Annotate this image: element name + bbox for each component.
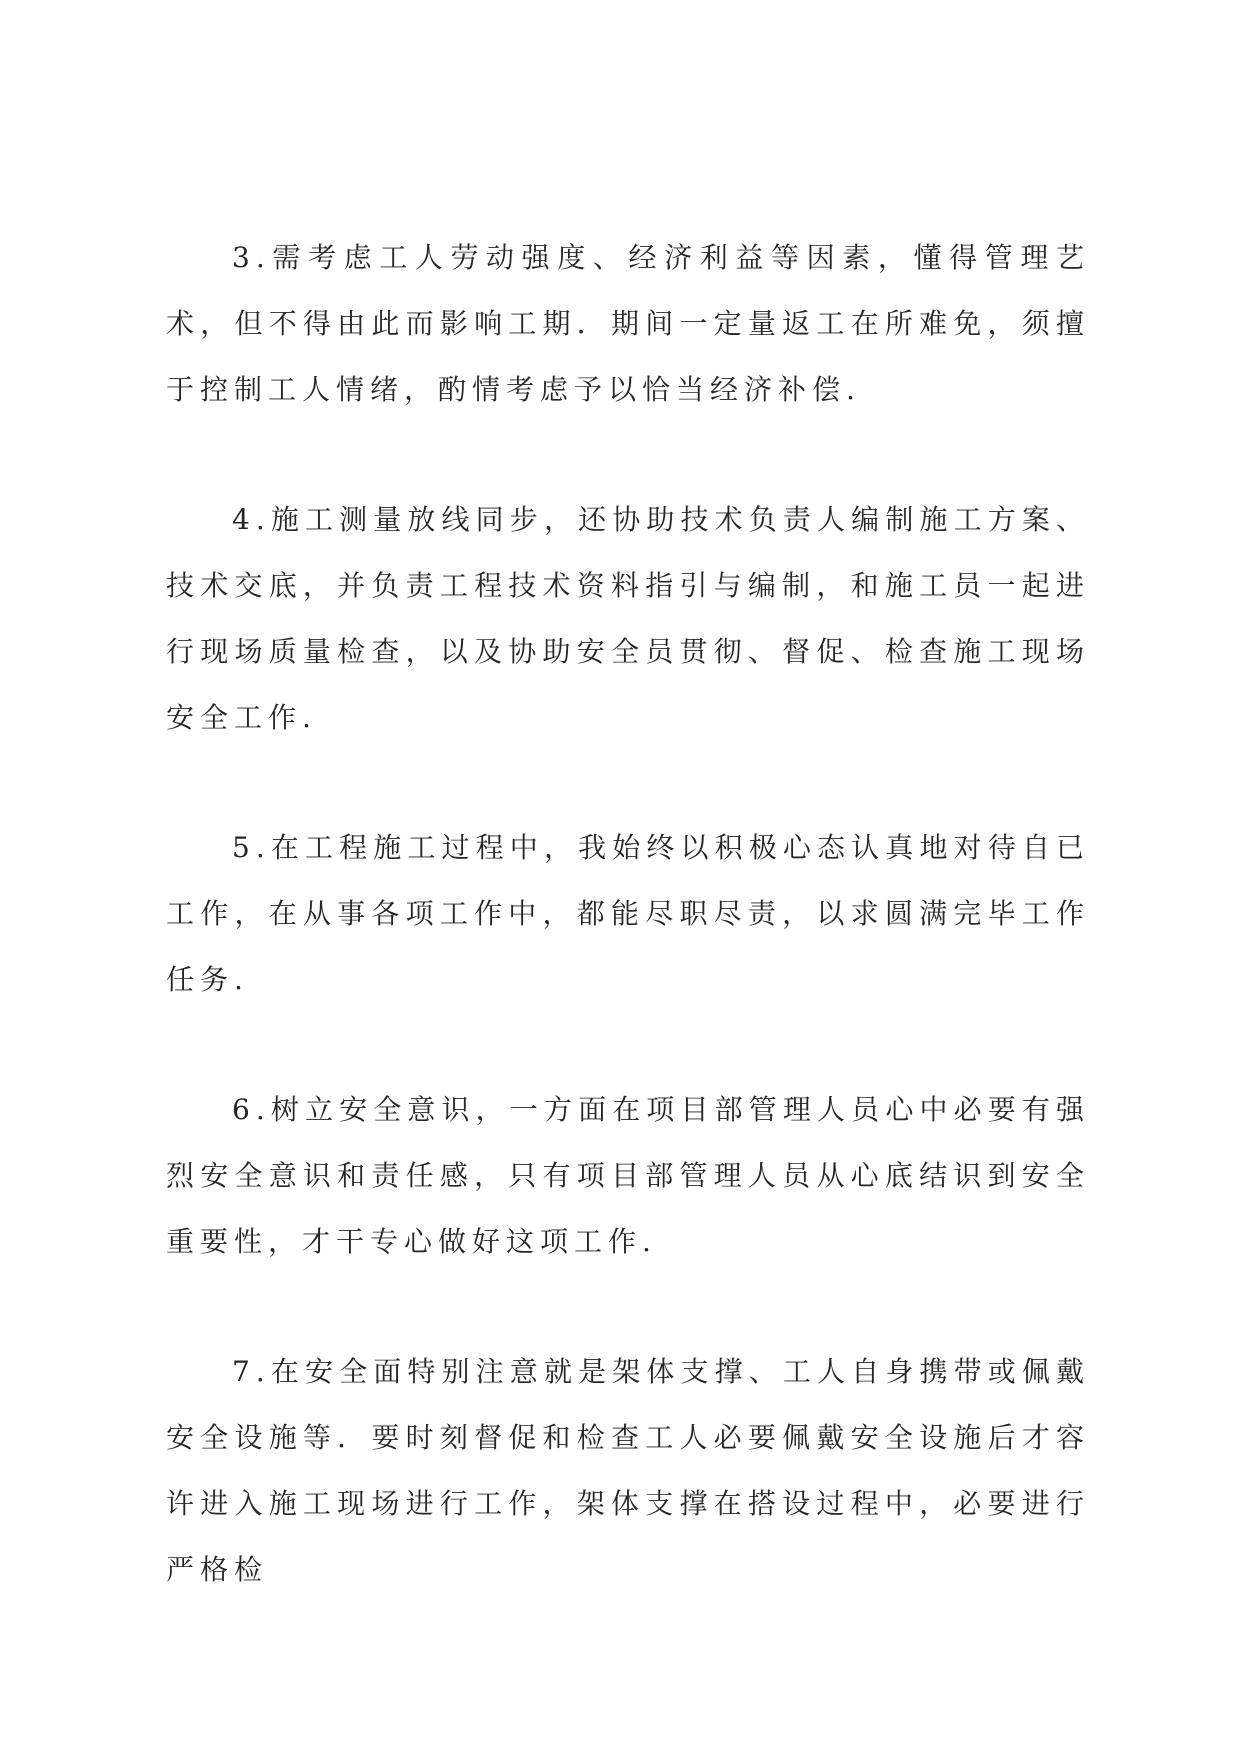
paragraph-5: 5.在工程施工过程中，我始终以积极心态认真地对待自已工作，在从事各项工作中，都能尽职尽责，以求圆满完毕工作任务. xyxy=(166,831,1090,996)
paragraph-3: 3.需考虑工人劳动强度、经济利益等因素，懂得管理艺术，但不得由此而影响工期．期间一定量返工在所难免，须擅于控制工人情绪，酌情考虑予以恰当经济补偿. xyxy=(166,241,1090,406)
paragraph-7: 7.在安全面特别注意就是架体支撑、工人自身携带或佩戴安全设施等．要时刻督促和检查工人必要佩戴安全设施后才容许进入施工现场进行工作，架体支撑在搭设过程中，必要进行严格检 xyxy=(166,1355,1090,1586)
document-body xyxy=(166,225,1090,1603)
paragraph-4: 4.施工测量放线同步，还协助技术负责人编制施工方案、技术交底，并负责工程技术资料指引与编制，和施工员一起进行现场质量检查，以及协助安全员贯彻、督促、检查施工现场安全工作. xyxy=(166,503,1090,734)
paragraph-6: 6.树立安全意识，一方面在项目部管理人员心中必要有强烈安全意识和责任感，只有项目部管理人员从心底结识到安全重要性，才干专心做好这项工作. xyxy=(166,1093,1090,1258)
